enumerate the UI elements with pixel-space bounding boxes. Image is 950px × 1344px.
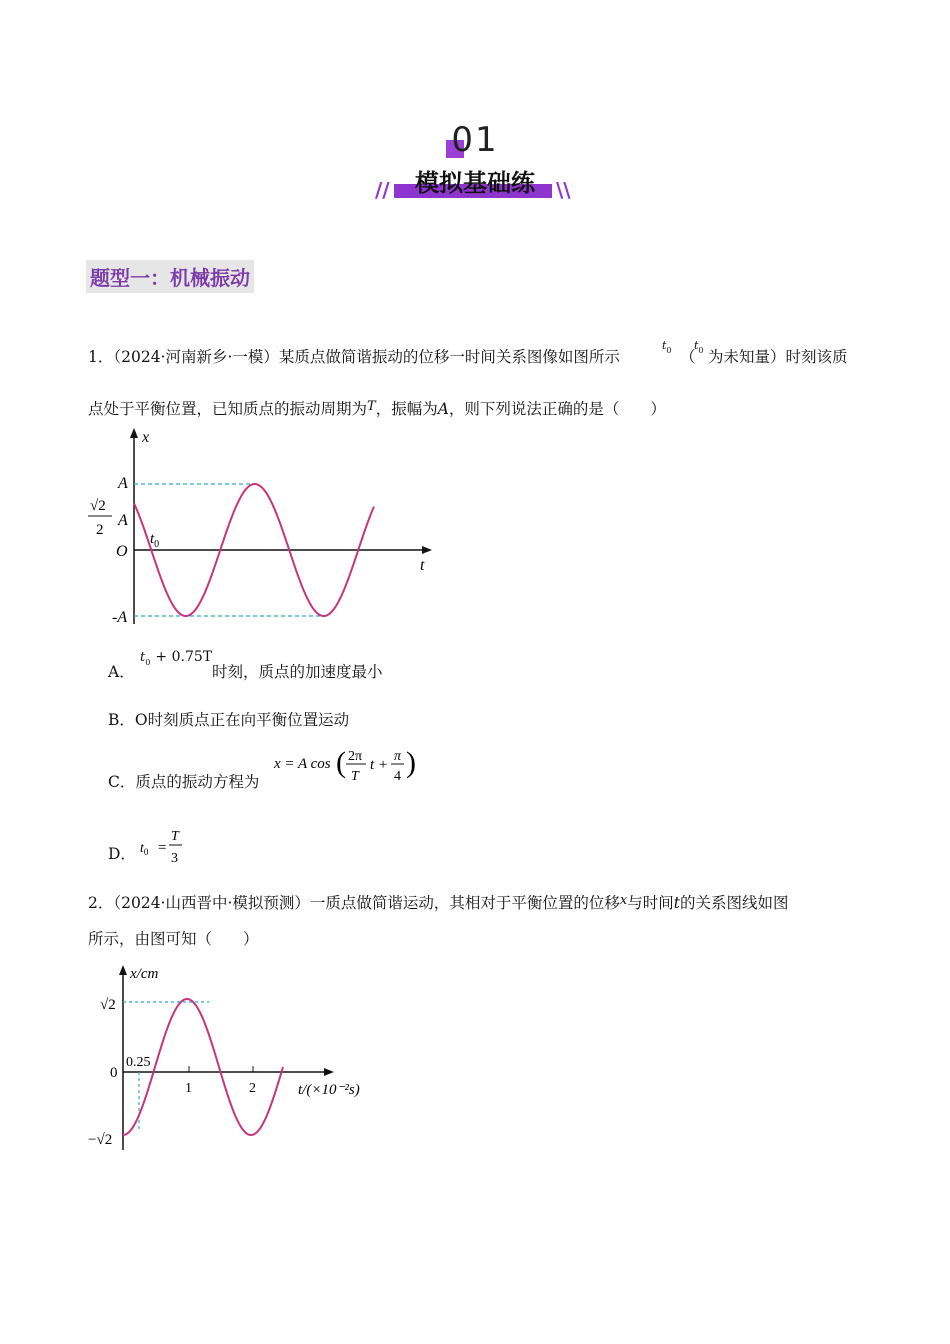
q2-line1-b: 与时间 bbox=[627, 894, 674, 912]
q2-line1-t: t bbox=[673, 894, 681, 912]
q1-line2-a: 点处于平衡位置，已知质点的振动周期为 bbox=[88, 400, 368, 418]
q1-option-d-formula bbox=[136, 824, 196, 870]
q2-line1-a: 2．（2024·山西晋中·模拟预测）一质点做简谐运动，其相对于平衡位置的位移 bbox=[88, 894, 620, 912]
q2-x-label: t/(×10⁻²s) bbox=[298, 1082, 360, 1098]
q1-line2-b: ，振幅为 bbox=[375, 400, 438, 418]
q1-x-arrow bbox=[422, 546, 432, 554]
q1-t0-b-t: t bbox=[694, 339, 699, 352]
q2-tick-2-label: 2 bbox=[249, 1081, 256, 1096]
q1-x-label: t bbox=[420, 557, 425, 574]
q1-frac-den: 2 bbox=[96, 522, 104, 538]
q2-tick-1-label: 1 bbox=[185, 1081, 192, 1096]
q1-frac-A: A bbox=[118, 512, 128, 529]
q1-c-den2: 4 bbox=[394, 769, 401, 784]
q1-line2-c: ，则下列说法正确的是（ ） bbox=[448, 400, 666, 418]
q1-option-c-formula bbox=[270, 740, 420, 788]
q1-y-label: x bbox=[142, 429, 150, 446]
q1-c-paren-left: ( bbox=[336, 746, 346, 779]
header-slash-left: // bbox=[375, 178, 390, 202]
q1-y-arrow bbox=[130, 428, 138, 438]
q1-negA-label: -A bbox=[112, 609, 128, 626]
q1-option-a-rest: + 0.75T bbox=[155, 649, 213, 665]
q2-zero-label: 0 bbox=[110, 1065, 118, 1081]
q1-d-den: 3 bbox=[171, 851, 178, 866]
q2-line2: 所示，由图可知（ ） bbox=[88, 930, 259, 948]
q2-line1 bbox=[88, 890, 789, 914]
q1-option-c bbox=[108, 770, 259, 792]
q2-y-arrow bbox=[119, 965, 127, 975]
q1-c-t: t + bbox=[370, 757, 389, 773]
q1-line1-a: 1．（2024·河南新乡·一模）某质点做简谐振动的位移一时间关系图像如图所示 bbox=[88, 348, 620, 366]
q1-c-num1: 2π bbox=[348, 749, 363, 764]
q2-y-label: x/cm bbox=[130, 966, 159, 982]
section-title: 题型一：机械振动 bbox=[86, 260, 254, 293]
q1-line2-A: A bbox=[437, 400, 449, 418]
q1-d-num: T bbox=[171, 829, 179, 844]
q1-line1-b: 为未知量）时刻该质 bbox=[708, 348, 848, 366]
q1-line2 bbox=[88, 396, 666, 420]
q1-t0-a-t: t bbox=[662, 339, 667, 352]
q1-c-num2: π bbox=[394, 749, 402, 764]
q1-option-d-label: D． bbox=[108, 845, 136, 863]
q1-A-label: A bbox=[118, 475, 128, 492]
q2-line1-x: x bbox=[619, 893, 628, 908]
q1-option-b-text: O时刻质点正在向平衡位置运动 bbox=[134, 711, 350, 729]
header-slash-right: \\ bbox=[556, 178, 571, 202]
q1-option-b-label: B． bbox=[108, 711, 135, 729]
q1-line1 bbox=[88, 346, 620, 368]
q1-d-eq: = bbox=[158, 840, 167, 856]
q1-t0-a bbox=[662, 334, 672, 355]
q1-origin-label: O bbox=[116, 543, 128, 560]
q1-t0-b bbox=[694, 334, 704, 355]
q2-x-arrow bbox=[324, 1068, 334, 1076]
q1-graph bbox=[84, 424, 444, 636]
q1-option-b bbox=[108, 708, 349, 730]
header-title: 模拟基础练 bbox=[415, 169, 535, 197]
q2-graph bbox=[86, 960, 386, 1154]
q1-paren: （ bbox=[680, 348, 696, 366]
q1-option-c-label: C． bbox=[108, 773, 136, 791]
q1-frac-num: √2 bbox=[90, 498, 106, 514]
q2-tick-025-label: 0.25 bbox=[126, 1055, 151, 1070]
q1-t0-a-sub: 0 bbox=[666, 346, 672, 356]
q2-top-label: √2 bbox=[100, 997, 116, 1013]
q1-c-paren-right: ) bbox=[406, 746, 416, 779]
q1-line2-T: T bbox=[367, 399, 376, 414]
q1-c-den1: T bbox=[351, 769, 359, 784]
header-number: 01 bbox=[451, 120, 499, 160]
q1-option-a-label: A． bbox=[108, 663, 135, 681]
q2-bottom-label: −√2 bbox=[88, 1132, 113, 1148]
q1-option-a-math bbox=[140, 646, 212, 667]
q2-line1-c: 的关系图线如图 bbox=[680, 894, 789, 912]
q1-option-c-text: 质点的振动方程为 bbox=[135, 773, 260, 791]
q1-c-left: x = A cos bbox=[274, 756, 331, 772]
q1-option-a-t: t bbox=[140, 650, 146, 665]
q1-option-a-text: 时刻，质点的加速度最小 bbox=[212, 663, 383, 681]
q1-d-t0: $t_0$ bbox=[140, 841, 149, 857]
q1-t0-label: $t_0$ bbox=[150, 531, 160, 550]
q1-option-a-sub: 0 bbox=[145, 658, 151, 668]
q1-t0-b-sub: 0 bbox=[698, 346, 704, 356]
